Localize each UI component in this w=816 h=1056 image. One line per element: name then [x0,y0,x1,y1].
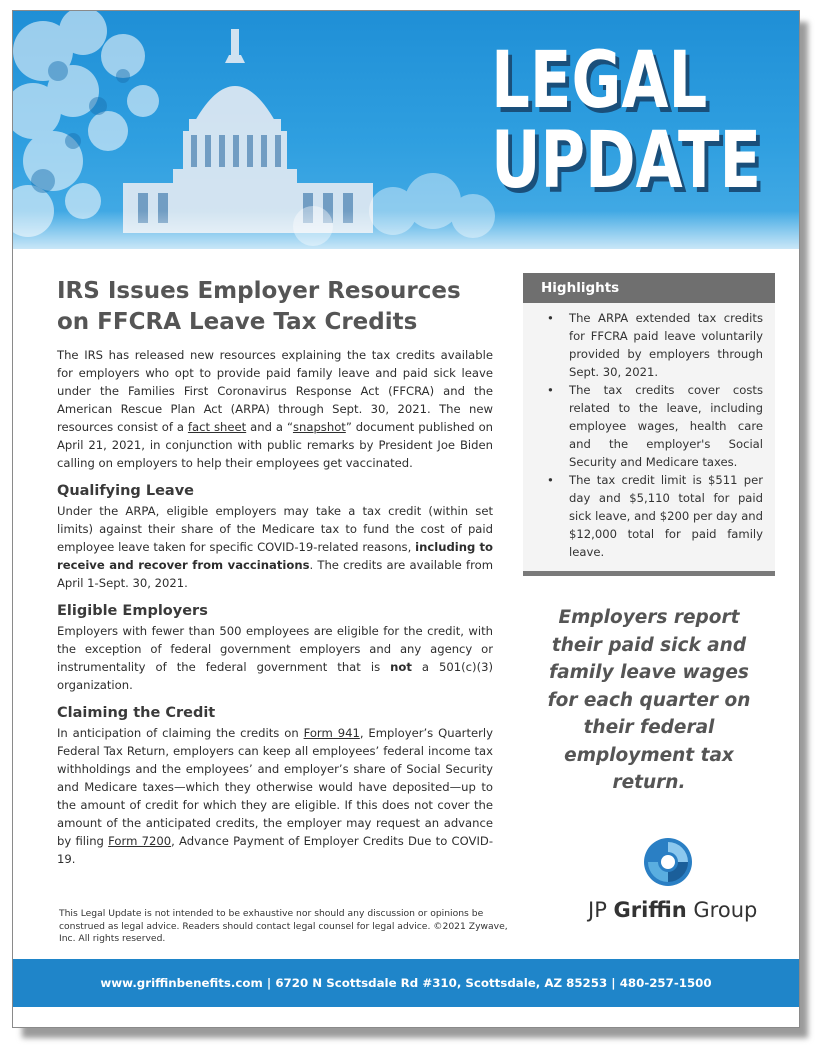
header-banner [13,11,799,249]
claiming-credit-heading: Claiming the Credit [57,705,216,721]
logo-wordmark [588,898,758,922]
griffin-swirl-logo-icon [642,836,694,888]
claiming-text-3: , Advance Payment of Employer Credits Due to COVID-19. [57,834,493,866]
qualifying-leave-heading: Qualifying Leave [57,483,194,499]
logo-suffix: Group [686,898,758,922]
claiming-text-1: In anticipation of claiming the credits on [57,726,304,740]
qualifying-text-2: . The credits are available from April 1-Sept. 30, 2021. [57,558,493,590]
intro-paragraph [57,346,493,472]
fact-sheet-link[interactable]: fact sheet [187,420,247,434]
logo-bold: Griffin [613,898,687,922]
snapshot-link[interactable]: snapshot [292,420,346,434]
legal-update-title [491,36,761,206]
highlights-list [533,309,763,561]
intro-text-3: ” document published on April 21, 2021, in conjunction with public remarks by President Joe Biden calling on employers to help their employees get vaccinated. [57,420,494,470]
highlights-heading: Highlights [523,273,775,303]
eligible-employers-heading: Eligible Employers [57,603,208,619]
pull-quote: Employers report their paid sick and family leave wages for each quarter on their federal employment tax return. [547,607,751,793]
eligible-text-2: a 501(c)(3) organization. [57,660,493,692]
article-title: IRS Issues Employer Resources on FFCRA Leave Tax Credits [57,278,461,335]
highlight-item: • The ARPA extended tax credits for FFCRA paid leave voluntarily provided by employers through Sept. 30, 2021. [533,309,763,381]
highlights-sidebar [523,273,775,797]
form-941-link[interactable]: Form 941 [303,726,360,740]
disclaimer: This Legal Update is not intended to be exhaustive nor should any discussion or opinions be construed as legal advice. Readers should contact legal counsel for legal advice. ©2021 Zywave, Inc. All rights reserved. [59,908,508,944]
form-7200-link[interactable]: Form 7200 [108,834,172,848]
title-line-legal: LEGAL [491,36,708,126]
qualifying-bold: including to receive and recover from vaccinations [57,540,493,572]
document-page [12,10,800,1028]
qualifying-leave-paragraph [57,502,493,592]
eligible-text-1: Employers with fewer than 500 employees are eligible for the credit, with the exception of federal government employers and any agency or instrumentality of the federal government that is [57,624,493,674]
footer-bar: www.griffinbenefits.com | 6720 N Scottsdale Rd #310, Scottsdale, AZ 85253 | 480-257-1500 [13,959,799,1007]
eligible-employers-paragraph [57,622,493,694]
qualifying-text-1: Under the ARPA, eligible employers may take a tax credit (within set limits) against their share of the Medicare tax to fund the cost of paid employee leave taken for specific COVID-19-related reasons, [57,504,493,554]
highlight-item: • The tax credits cover costs related to the leave, including employee wages, health care and the employer's Social Security and Medicare taxes. [533,381,763,471]
claiming-credit-paragraph [57,724,493,868]
article-column [57,276,493,868]
banner-fade [13,211,799,249]
company-logo [588,836,758,922]
highlights-box [523,303,775,576]
eligible-bold: not [390,660,412,674]
intro-text-1: The IRS has released new resources explaining the tax credits available for employers who opt to provide paid family leave and paid sick leave under the Families First Coronavirus Response Act (FFCRA) and the American Rescue Plan Act (ARPA) through Sept. 30, 2021. The new resources consist of a [57,348,493,434]
intro-text-2: and a “ [246,420,293,434]
claiming-text-2: , Employer’s Quarterly Federal Tax Return, employers can keep all employees’ federal income tax withholdings and the employees’ and employer’s share of Social Security and Medicare taxes—which they otherwise would have deposited—up to the amount of credit for which they are eligible. If this does not cover the amount of the anticipated credits, the employer may request an advance by filing [57,726,493,848]
highlight-item: • The tax credit limit is $511 per day and $5,110 total for paid sick leave, and $200 per day and $12,000 total for paid family leave. [533,471,763,561]
title-line-update: UPDATE [491,116,761,206]
logo-prefix: JP [588,898,614,922]
